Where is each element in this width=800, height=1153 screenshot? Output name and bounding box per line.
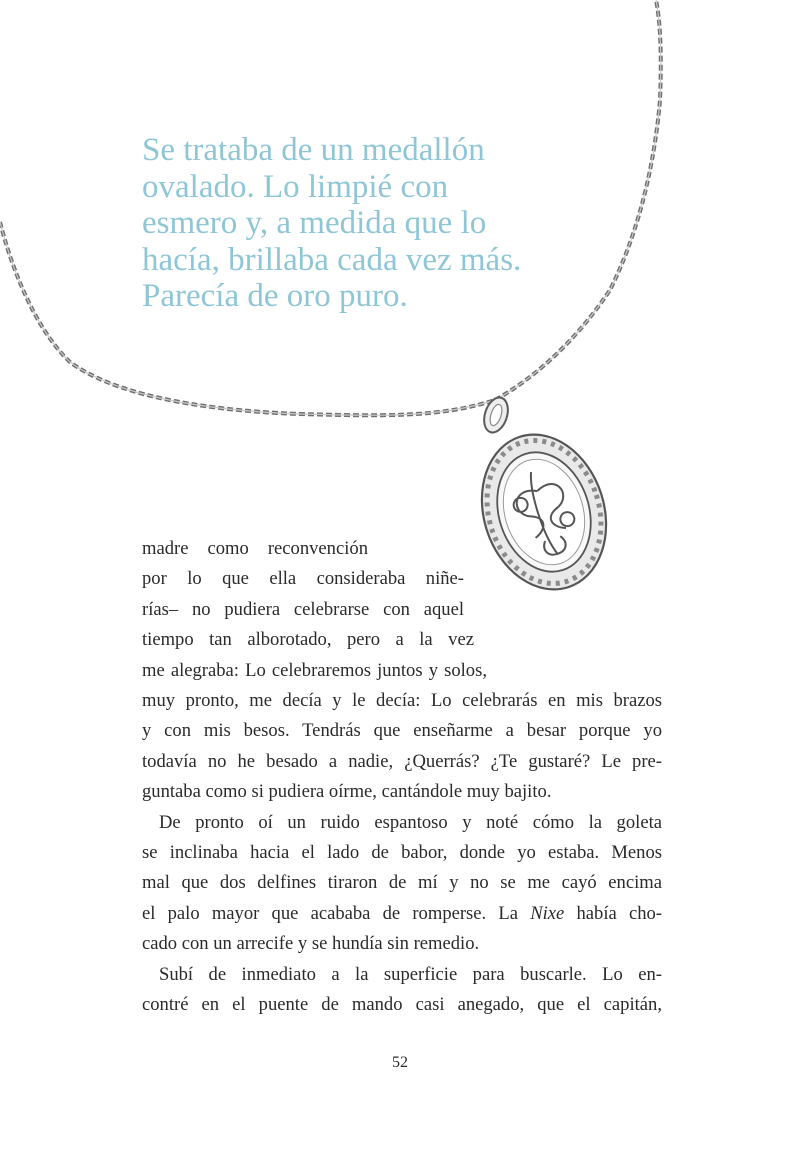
body-line-with-italic <box>142 899 662 929</box>
pull-quote-line: ovalado. Lo limpié con <box>142 168 449 205</box>
body-line: cado con un arrecife y se hundía sin remedio. <box>142 933 480 955</box>
body-line: se inclinaba hacia el lado de babor, donde yo estaba. Menos <box>142 842 662 864</box>
body-line: De pronto oí un ruido espantoso y noté cómo la goleta <box>159 811 662 833</box>
body-line: y con mis besos. Tendrás que enseñarme a besar porque yo <box>142 720 662 742</box>
body-line: por lo que ella consideraba niñe- <box>142 568 464 590</box>
body-line: contré en el puente de mando casi anegado, que el capitán, <box>142 994 662 1016</box>
pull-quote-line: hacía, brillaba cada vez más. <box>142 241 522 278</box>
pull-quote <box>142 132 522 315</box>
pull-quote-line: esmero y, a medida que lo <box>142 205 487 241</box>
body-line-segment: había cho- <box>576 902 663 924</box>
body-line-segment: el palo mayor que acababa de romperse. La <box>142 902 519 924</box>
body-line: madre como reconvención <box>142 538 368 559</box>
pendant-bail <box>480 394 512 435</box>
body-line: mal que dos delfines tiraron de mí y no se me cayó encima <box>142 872 662 894</box>
body-line: tiempo tan alborotado, pero a la vez <box>142 629 474 651</box>
page-number: 52 <box>392 1054 408 1071</box>
body-line: rías– no pudiera celebrarse con aquel <box>142 598 464 620</box>
body-line: guntaba como si pudiera oírme, cantándole muy bajito. <box>142 781 552 803</box>
body-text <box>142 534 662 1021</box>
pull-quote-line: Se trataba de un medallón <box>142 132 485 168</box>
body-line: Subí de inmediato a la superficie para buscarle. Lo en- <box>159 963 662 985</box>
ship-name-italic: Nixe <box>530 902 565 924</box>
body-line: muy pronto, me decía y le decía: Lo celebrarás en mis brazos <box>142 690 662 712</box>
body-line: me alegraba: Lo celebraremos juntos y solos, <box>142 659 487 681</box>
pull-quote-line: Parecía de oro puro. <box>142 278 408 314</box>
body-line: todavía no he besado a nadie, ¿Querrás? ¿Te gustaré? Le pre- <box>142 750 662 772</box>
